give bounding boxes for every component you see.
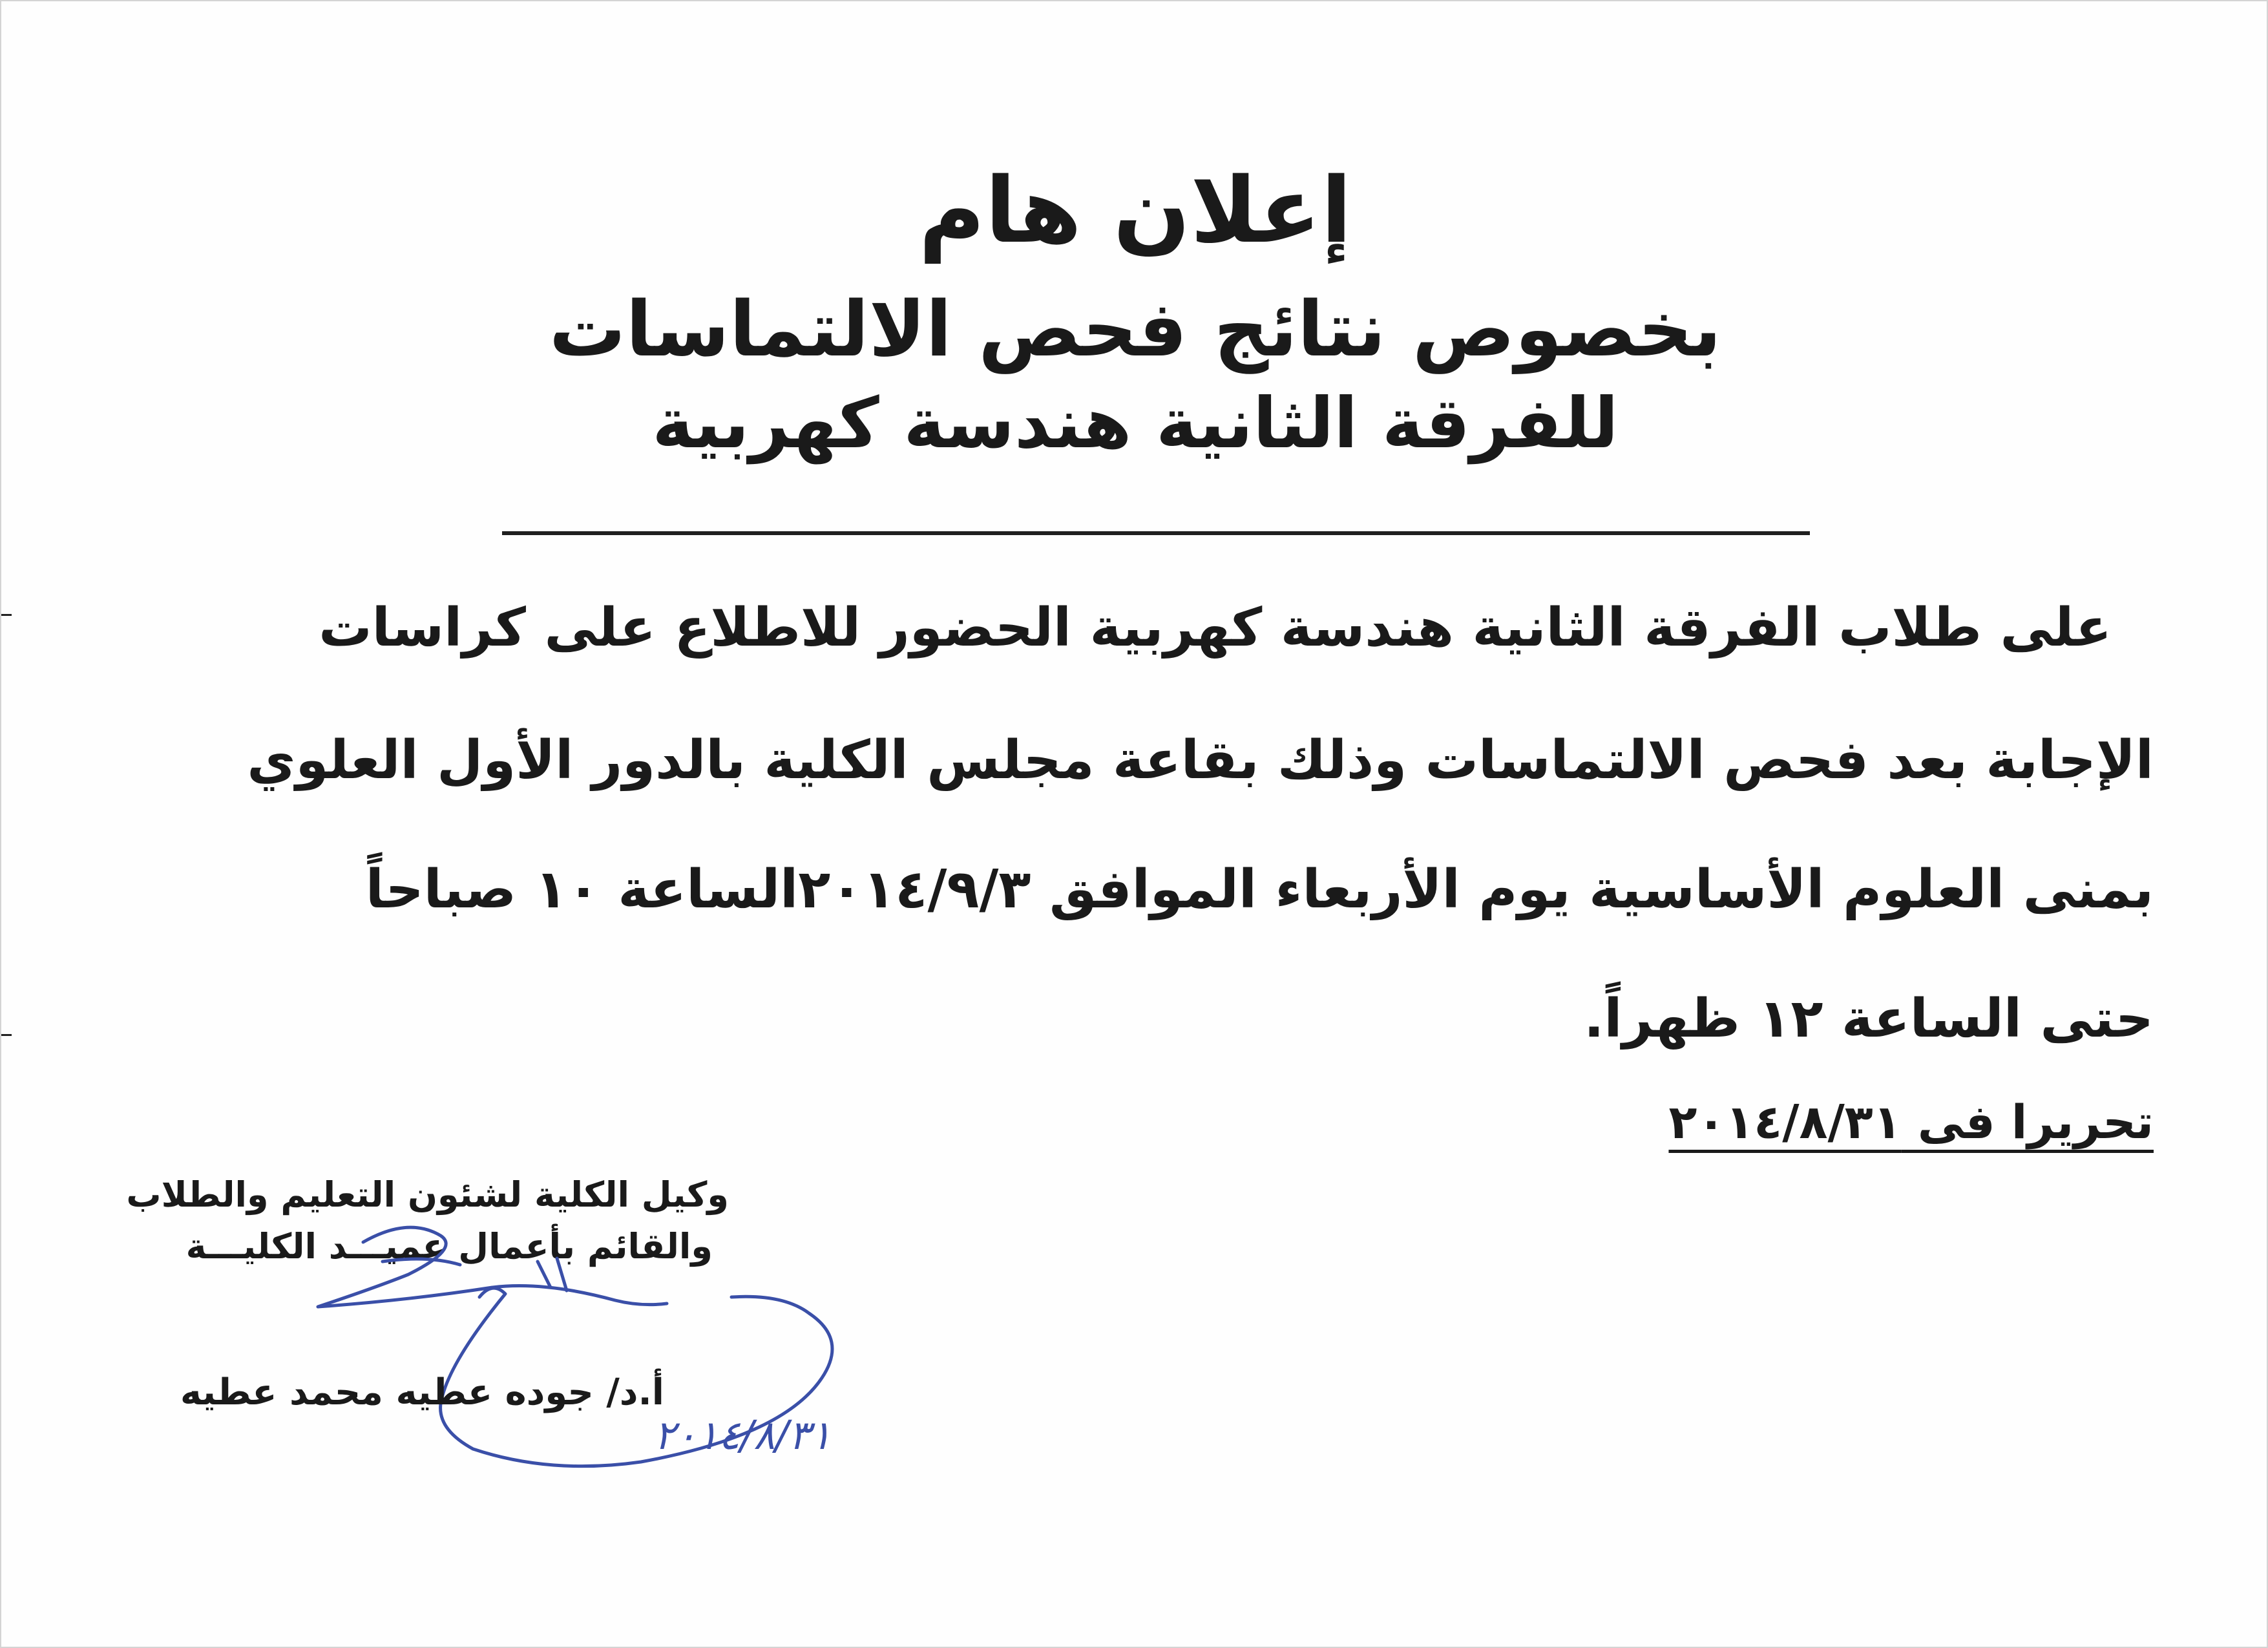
handwritten-date: ٢٠١٤/٨/٣١ (654, 1411, 832, 1459)
body-line-1: على طلاب الفرقة الثانية هندسة كهربية الحضور للاطلاع على كراسات (319, 597, 2112, 659)
scan-edge-mark (1, 614, 12, 616)
body-line-4: حتى الساعة ١٢ ظهراً. (1584, 988, 2154, 1050)
announcement-subject: بخصوص نتائج فحص الالتماسات (549, 284, 1722, 374)
scan-edge-mark (1, 1034, 12, 1036)
handwritten-signature (279, 1216, 861, 1514)
body-line-2: الإجابة بعد فحص الالتماسات وذلك بقاعة مجلس الكلية بالدور الأول العلوي (247, 730, 2154, 791)
announcement-title: إعلان هام (918, 158, 1352, 264)
signatory-title-line-2: والقائم بأعمال عميـــد الكليـــة (185, 1226, 713, 1267)
body-line-3: بمنى العلوم الأساسية يوم الأربعاء الموافق ٢٠١٤/٩/٣الساعة ١٠ صباحاً (365, 859, 2154, 920)
signatory-title-line-1: وكيل الكلية لشئون التعليم والطلاب (126, 1174, 729, 1215)
issue-date: تحريرا فى ٢٠١٤/٨/٣١ (1668, 1095, 2154, 1149)
announcement-audience: للفرقة الثانية هندسة كهربية (652, 383, 1619, 464)
title-divider (502, 531, 1810, 535)
signatory-name: أ.د/ جوده عطيه محمد عطيه (180, 1371, 664, 1413)
